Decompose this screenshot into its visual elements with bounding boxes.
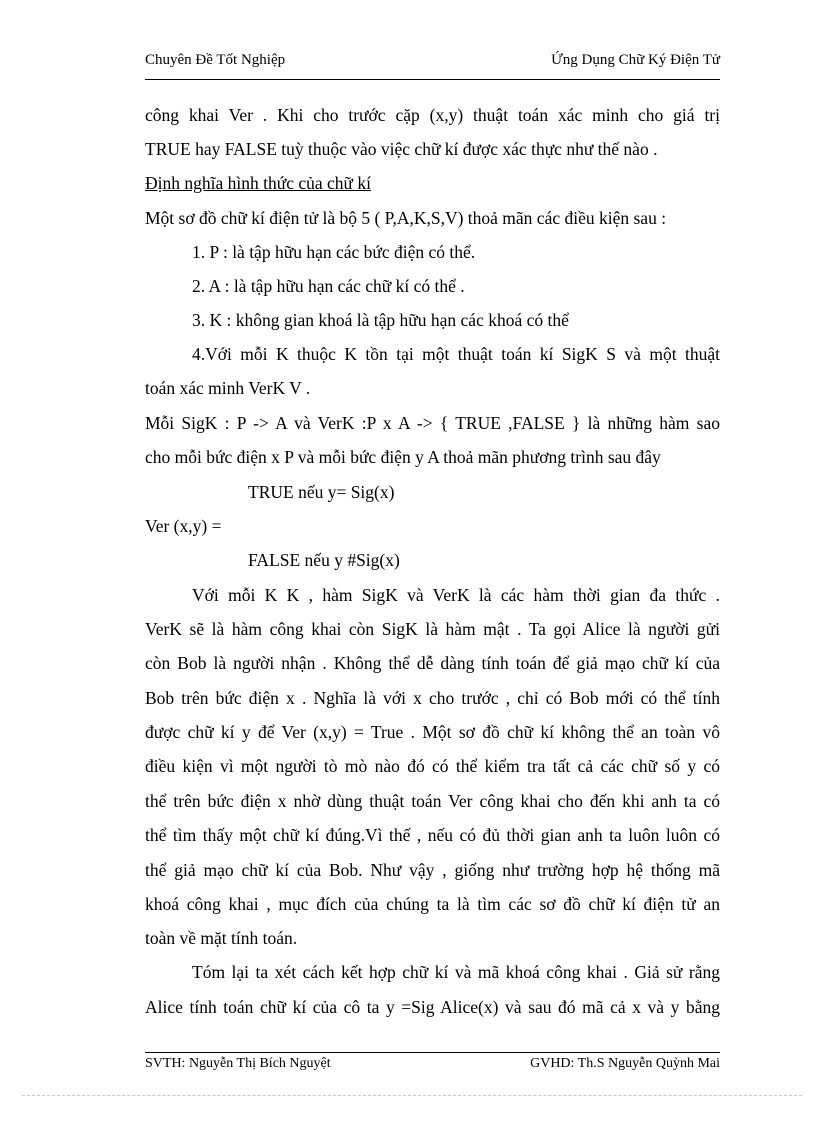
list-item: 4.Với mỗi K thuộc K tồn tại một thuật toán kí SigK S và một thuật	[192, 344, 720, 364]
header-rule	[145, 79, 720, 80]
equation-true-case: TRUE nếu y= Sig(x)	[248, 482, 395, 502]
text-line: thể tìm thấy một chữ kí đúng.Vì thế , nếu có đủ thời gian anh ta luôn luôn có	[145, 825, 720, 845]
text-line: điều kiện vì một người tò mò nào đó có thể kiểm tra tất cả các chữ số y có	[145, 756, 720, 776]
text-line: Alice tính toán chữ kí của cô ta y =Sig Alice(x) và sau đó mã cả x và y bằng	[145, 997, 720, 1017]
page-break-line	[22, 1095, 802, 1096]
equation-false-case: FALSE nếu y #Sig(x)	[248, 550, 400, 570]
list-item: 2. A : là tập hữu hạn các chữ kí có thể .	[192, 276, 465, 296]
text-line: cho mỗi bức điện x P và mỗi bức điện y A thoả mãn phương trình sau đây	[145, 447, 661, 467]
equation-left-side: Ver (x,y) =	[145, 516, 222, 536]
text-line: Một sơ đồ chữ kí điện tử là bộ 5 ( P,A,K,S,V) thoả mãn các điều kiện sau :	[145, 208, 667, 228]
text-line: VerK sẽ là hàm công khai còn SigK là hàm mật . Ta gọi Alice là người gửi	[145, 619, 720, 639]
text-line: Với mỗi K K , hàm SigK và VerK là các hàm thời gian đa thức .	[192, 585, 720, 605]
text-line: được chữ kí y để Ver (x,y) = True . Một sơ đồ chữ kí không thể an toàn vô	[145, 722, 720, 742]
text-line: Mỗi SigK : P -> A và VerK :P x A -> { TRUE ,FALSE } là những hàm sao	[145, 413, 720, 433]
header-right-title: Ứng Dụng Chữ Ký Điện Tử	[551, 52, 720, 68]
text-line: thể trên bức điện x nhờ dùng thuật toán Ver công khai cho đến khi anh ta có	[145, 791, 720, 811]
text-line: khoá công khai , mục đích của chúng ta là tìm các sơ đồ chữ kí điện tử an	[145, 894, 720, 914]
footer-advisor: GVHD: Th.S Nguyễn Quỳnh Mai	[530, 1056, 720, 1071]
text-line: Bob trên bức điện x . Nghĩa là với x cho trước , chỉ có Bob mới có thể tính	[145, 688, 720, 708]
header-left-title: Chuyên Đề Tốt Nghiệp	[145, 52, 286, 68]
list-item: 1. P : là tập hữu hạn các bức điện có thể.	[192, 242, 476, 262]
text-line: còn Bob là người nhận . Không thể dễ dàng tính toán để giả mạo chữ kí của	[145, 653, 720, 673]
text-line: toán xác minh VerK V .	[145, 378, 311, 398]
text-line: TRUE hay FALSE tuỳ thuộc vào việc chữ kí được xác thực như thế nào .	[145, 139, 658, 159]
text-line: công khai Ver . Khi cho trước cặp (x,y) thuật toán xác minh cho giá trị	[145, 105, 720, 125]
list-item: 3. K : không gian khoá là tập hữu hạn các khoá có thể	[192, 310, 569, 330]
text-line: toàn về mặt tính toán.	[145, 928, 298, 948]
text-line: Tóm lại ta xét cách kết hợp chữ kí và mã khoá công khai . Giả sử rằng	[192, 962, 720, 982]
page-footer	[145, 1056, 720, 1076]
page-header	[145, 52, 720, 76]
footer-student: SVTH: Nguyễn Thị Bích Nguyệt	[145, 1056, 331, 1071]
text-line: thể giả mạo chữ kí của Bob. Như vậy , giống như trường hợp hệ thống mã	[145, 860, 720, 880]
section-heading: Định nghĩa hình thức của chữ kí	[145, 173, 372, 193]
footer-rule	[145, 1052, 720, 1053]
